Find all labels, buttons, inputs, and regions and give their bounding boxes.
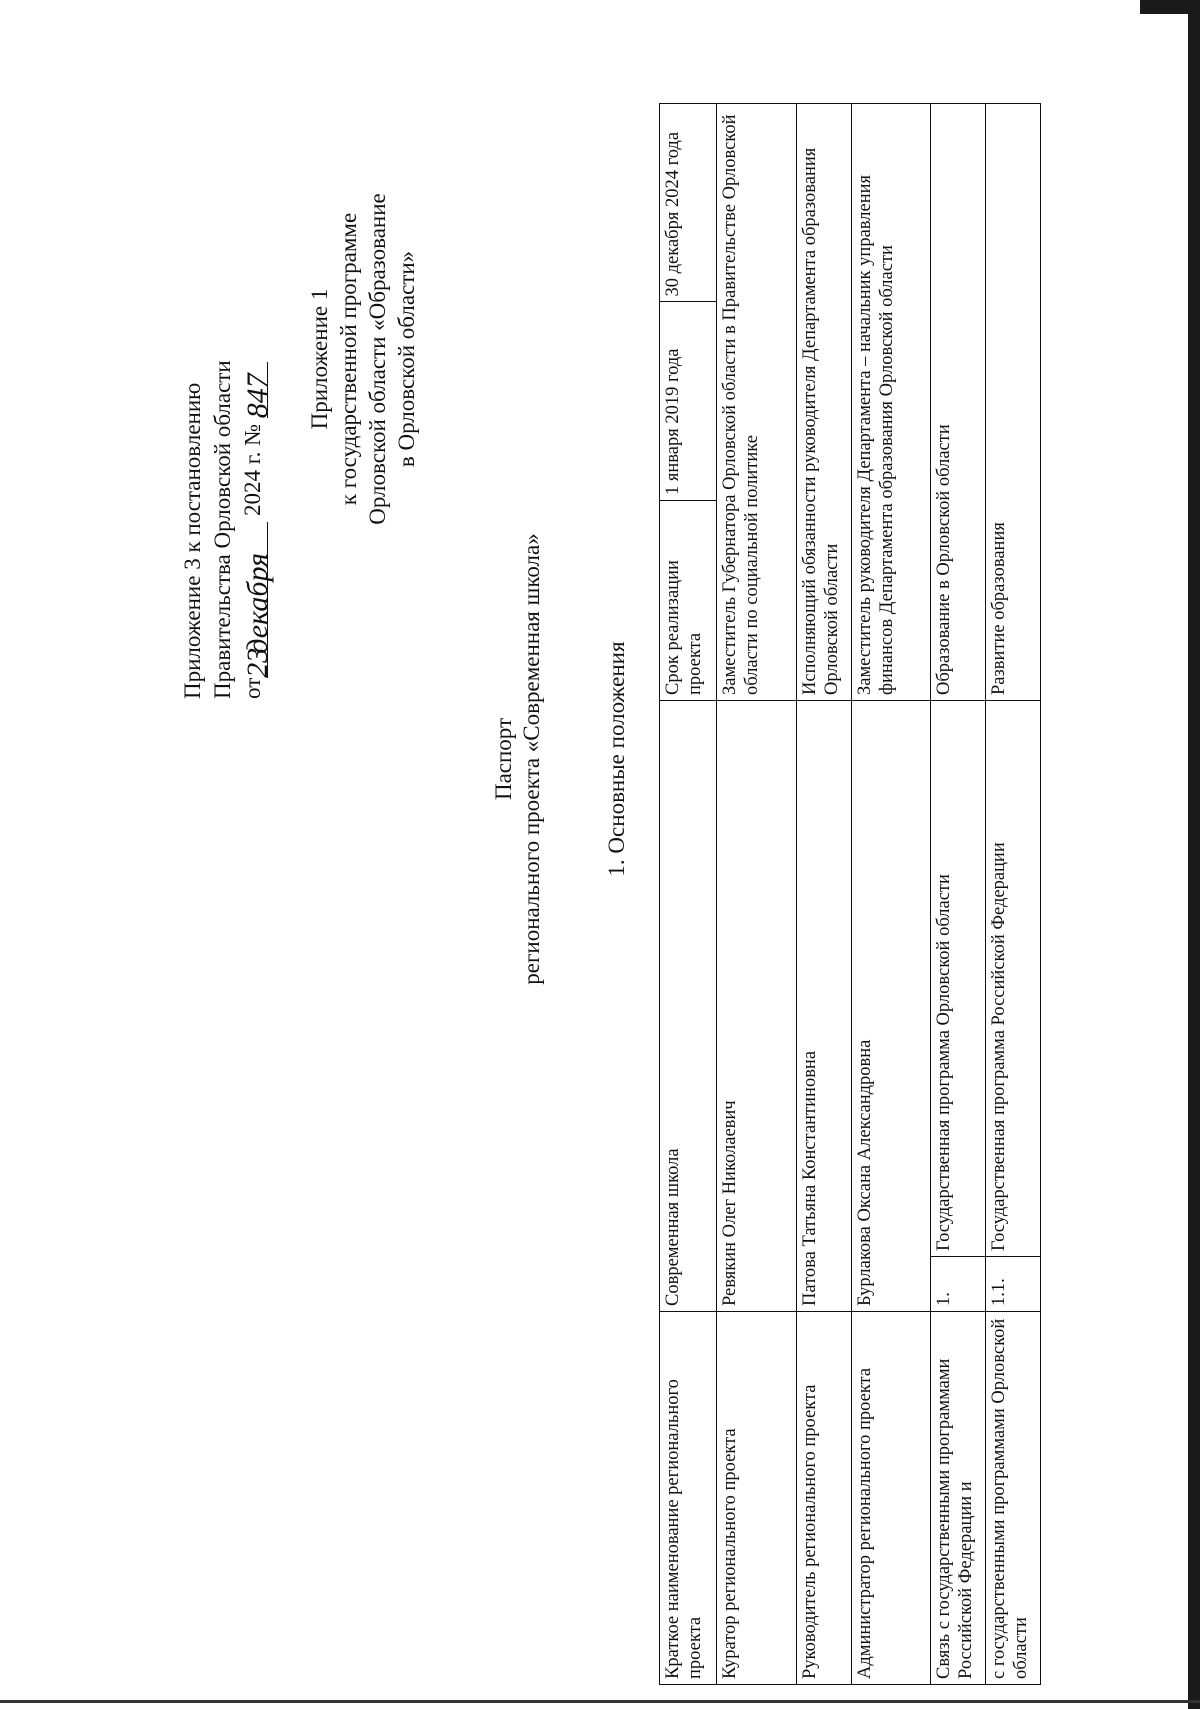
- title-line2: регионального проекта «Современная школа»: [519, 533, 544, 985]
- passport-table: [659, 103, 1041, 1685]
- table-row: [660, 104, 716, 500]
- curator-label: Куратор регионального проекта: [717, 1312, 797, 1685]
- row11-num: 1.1.: [986, 1257, 1041, 1312]
- short-name-label: Краткое наименование регионального проекта: [660, 1312, 717, 1685]
- term-end: 30 декабря 2024 года: [663, 131, 683, 297]
- link-rf-label: Связь с государственными программами Российской Федерации и: [931, 1312, 986, 1685]
- row1-value: Образование в Орловской области: [931, 104, 986, 701]
- link-region-label: с государственными программами Орловской области: [986, 1312, 1041, 1685]
- curator-name: Ревякин Олег Николаевич: [717, 701, 797, 1312]
- admin-name: Бурлакова Оксана Александровна: [852, 701, 931, 1312]
- appendix-3-line2: Правительства Орловской области: [210, 360, 235, 699]
- from-prefix: от: [240, 677, 265, 699]
- appendix-3-date-line: [238, 59, 274, 699]
- appendix-3-line1: Приложение 3 к постановлению: [180, 382, 205, 699]
- row11-program: Государственная программа Российской Федерации: [986, 701, 1041, 1257]
- appendix-1-line2: к государственной программе: [336, 212, 361, 506]
- spacer-cell: [660, 701, 717, 991]
- head-position: Исполняющий обязанности руководителя Департамента образования Орловской области: [797, 104, 852, 701]
- head-label: Руководитель регионального проекта: [797, 1312, 852, 1685]
- term-dates: [660, 104, 717, 501]
- term-start: 1 января 2019 года: [660, 302, 716, 500]
- appendix-1-line4: в Орловской области»: [394, 250, 419, 468]
- date-month: декабря: [243, 522, 268, 654]
- document-number: 847: [243, 362, 268, 418]
- table-row: [986, 104, 1041, 1685]
- admin-position: Заместитель руководителя Департамента – начальник управления финансов Департамента образования Орловской области: [852, 104, 931, 701]
- date-day: 23: [241, 647, 274, 678]
- table-row: [931, 104, 986, 1685]
- term-label: Срок реализации проекта: [660, 501, 717, 701]
- appendix-1-block: [305, 59, 421, 659]
- date-year: 2024 г. №: [240, 423, 265, 516]
- head-name: Патова Татьяна Константиновна: [797, 701, 852, 1312]
- title-line1: Паспорт: [491, 717, 516, 801]
- curator-position: Заместитель Губернатора Орловской области в Правительстве Орловской области по социальной политике: [717, 104, 797, 701]
- appendix-3-block: [178, 59, 274, 699]
- short-name-value: Современная школа: [660, 991, 717, 1312]
- admin-label: Администратор регионального проекта: [852, 1312, 931, 1685]
- section-title: 1. Основные положения: [604, 641, 629, 877]
- appendix-1-line1: Приложение 1: [307, 288, 332, 430]
- table-row: [852, 104, 931, 1685]
- table-row: [717, 104, 797, 1685]
- row1-program: Государственная программа Орловской области: [931, 701, 986, 1257]
- document-title: [490, 509, 546, 1009]
- term-dates-inner: [660, 104, 716, 500]
- appendix-1-line3: Орловской области «Образование: [365, 193, 390, 525]
- table-row: [660, 104, 717, 1685]
- row1-num: 1.: [931, 1257, 986, 1312]
- table-row: [797, 104, 852, 1685]
- row11-value: Развитие образования: [986, 104, 1041, 701]
